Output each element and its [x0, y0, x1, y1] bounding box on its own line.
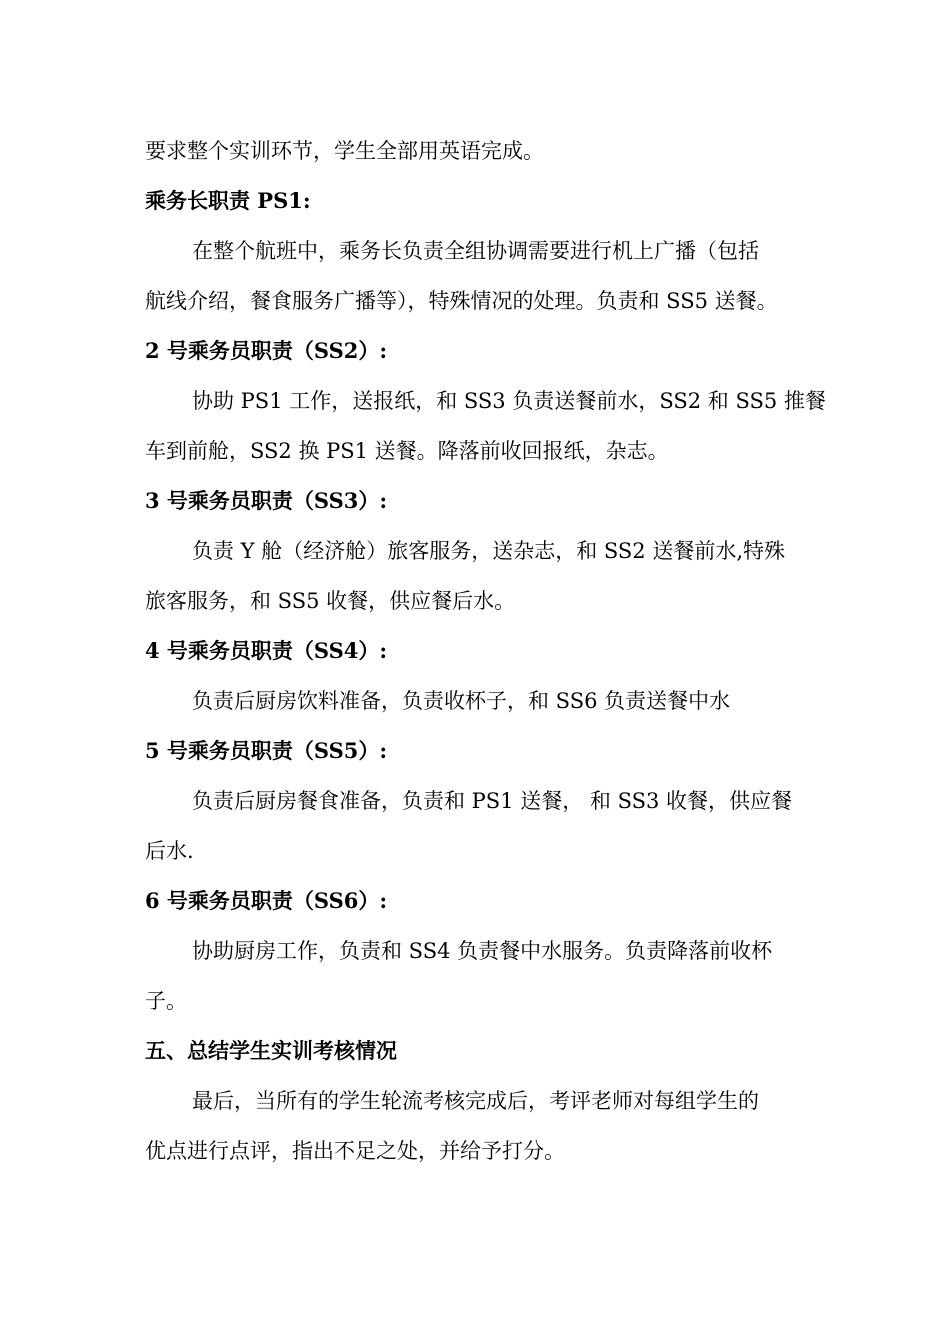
ss5-heading: 5 号乘务员职责（SS5）:: [145, 738, 388, 763]
ss6-line-2: 子。: [145, 989, 187, 1013]
ss5-line-1: 负责后厨房餐食准备，负责和 PS1 送餐， 和 SS3 收餐，供应餐: [192, 789, 793, 813]
ss4-heading: 4 号乘务员职责（SS4）:: [145, 638, 388, 663]
ss2-line-1: 协助 PS1 工作，送报纸，和 SS3 负责送餐前水，SS2 和 SS5 推餐: [192, 389, 826, 413]
intro-line: 要求整个实训环节，学生全部用英语完成。: [145, 139, 544, 163]
section5-heading: 五、总结学生实训考核情况: [145, 1038, 397, 1063]
ps1-line-2: 航线介绍，餐食服务广播等），特殊情况的处理。负责和 SS5 送餐。: [145, 289, 778, 313]
ss6-line-1: 协助厨房工作，负责和 SS4 负责餐中水服务。负责降落前收杯: [192, 939, 773, 963]
section5-line-1: 最后，当所有的学生轮流考核完成后，考评老师对每组学生的: [192, 1089, 759, 1113]
ss2-heading: 2 号乘务员职责（SS2）:: [145, 338, 388, 363]
ss5-line-2: 后水.: [145, 839, 194, 863]
ps1-line-1: 在整个航班中，乘务长负责全组协调需要进行机上广播（包括: [192, 239, 759, 263]
ss3-heading: 3 号乘务员职责（SS3）:: [145, 488, 388, 513]
ss4-line-1: 负责后厨房饮料准备，负责收杯子，和 SS6 负责送餐中水: [192, 689, 731, 713]
ps1-heading: 乘务长职责 PS1:: [145, 188, 311, 213]
ss3-line-2: 旅客服务，和 SS5 收餐，供应餐后水。: [145, 589, 516, 613]
ss6-heading: 6 号乘务员职责（SS6）:: [145, 888, 388, 913]
section5-line-2: 优点进行点评，指出不足之处，并给予打分。: [145, 1139, 565, 1163]
ss2-line-2: 车到前舱，SS2 换 PS1 送餐。降落前收回报纸，杂志。: [145, 439, 669, 463]
ss3-line-1: 负责 Y 舱（经济舱）旅客服务，送杂志，和 SS2 送餐前水,特殊: [192, 539, 786, 563]
